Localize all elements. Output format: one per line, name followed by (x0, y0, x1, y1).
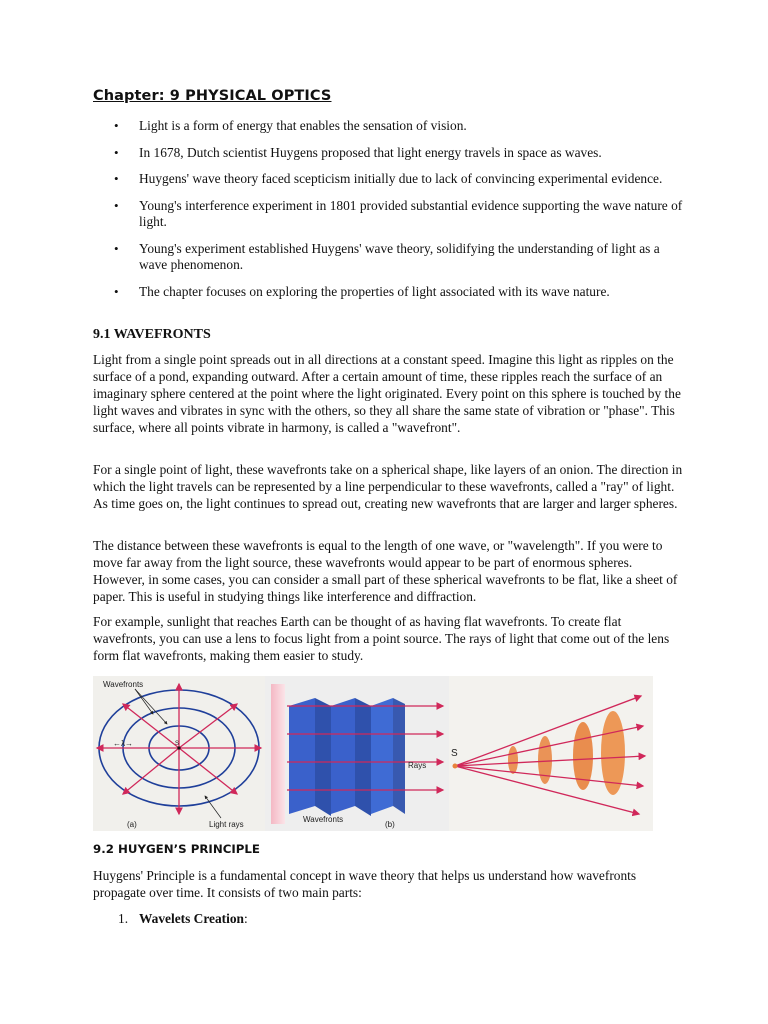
label-light-rays: Light rays (209, 820, 244, 829)
section-heading-wavefronts: 9.1 WAVEFRONTS (93, 327, 211, 342)
bullet-item: • Young's experiment established Huygens' wave theory, solidifying the understanding of light as a wave phenomenon. (93, 241, 683, 274)
list-item-title: Wavelets Creation (139, 911, 244, 926)
paragraph: For a single point of light, these wavefronts take on a spherical shape, like layers of an onion. The direction in which the light travels can be represented by a line perpendicular to these wavefronts, called a "ray" of light. As time goes on, the light continues to spread out, creating new wavefronts that are larger and larger spheres. (93, 462, 683, 511)
list-item (93, 911, 248, 927)
bullet-item: • In 1678, Dutch scientist Huygens proposed that light energy travels in space as waves. (93, 145, 683, 162)
paragraph: For example, sunlight that reaches Earth can be thought of as having flat wavefronts. To create flat wavefronts, you can use a lens to focus light from a point source. The rays of light that come out of the lens form flat wavefronts, making them easier to study. (93, 614, 670, 663)
label-rays: Rays (408, 761, 427, 770)
label-source-c: S (451, 748, 458, 759)
list-item-suffix: : (244, 911, 248, 926)
paragraph: Light from a single point spreads out in all directions at a constant speed. Imagine this light as ripples on the surface of a pond, expanding outward. After a certain amount of time, these ripples reach the surface of an imaginary sphere centered at the point where the light originated. Every point on this sphere is touched by the light waves and vibrates in sync with the others, so they all share the same state of vibration or "phase". This surface, where all points vibrate in harmony, is called a "wavefront". (93, 352, 681, 435)
bullet-item: • Light is a form of energy that enables the sensation of vision. (93, 118, 683, 135)
label-wavefronts-b: Wavefronts (303, 815, 344, 824)
bullet-item: • Huygens' wave theory faced scepticism initially due to lack of convincing experimental evidence. (93, 171, 683, 188)
section-heading-huygens: 9.2 HUYGEN’S PRINCIPLE (93, 842, 260, 856)
bullet-item: • Young's interference experiment in 1801 provided substantial evidence supporting the wave nature of light. (93, 198, 683, 231)
wavefront-figure (93, 676, 653, 831)
wavefront-diagram (93, 676, 653, 831)
paragraph: The distance between these wavefronts is equal to the length of one wave, or "wavelength". If you were to move far away from the light source, these wavefronts would appear to be part of enormous spheres. However, in some cases, you can consider a small part of these spherical wavefronts to be flat, like a sheet of paper. This is useful in studying things like interference and diffraction. (93, 538, 678, 604)
label-panel-a: (a) (127, 820, 137, 829)
label-lambda: ←λ→ (113, 739, 133, 748)
label-source-a: S (175, 741, 180, 747)
intro-bullet-list (93, 118, 683, 310)
bullet-item: • The chapter focuses on exploring the properties of light associated with its wave nature. (93, 284, 683, 301)
list-number: 1. (118, 911, 129, 926)
paragraph: Huygens' Principle is a fundamental concept in wave theory that helps us understand how wavefronts propagate over time. It consists of two main parts: (93, 868, 637, 900)
plane-wave-source-strip (271, 684, 285, 824)
huygens-parts-list (93, 911, 248, 927)
label-panel-b: (b) (385, 820, 395, 829)
label-wavefronts-a: Wavefronts (103, 680, 144, 689)
chapter-title: Chapter: 9 PHYSICAL OPTICS (93, 88, 332, 104)
